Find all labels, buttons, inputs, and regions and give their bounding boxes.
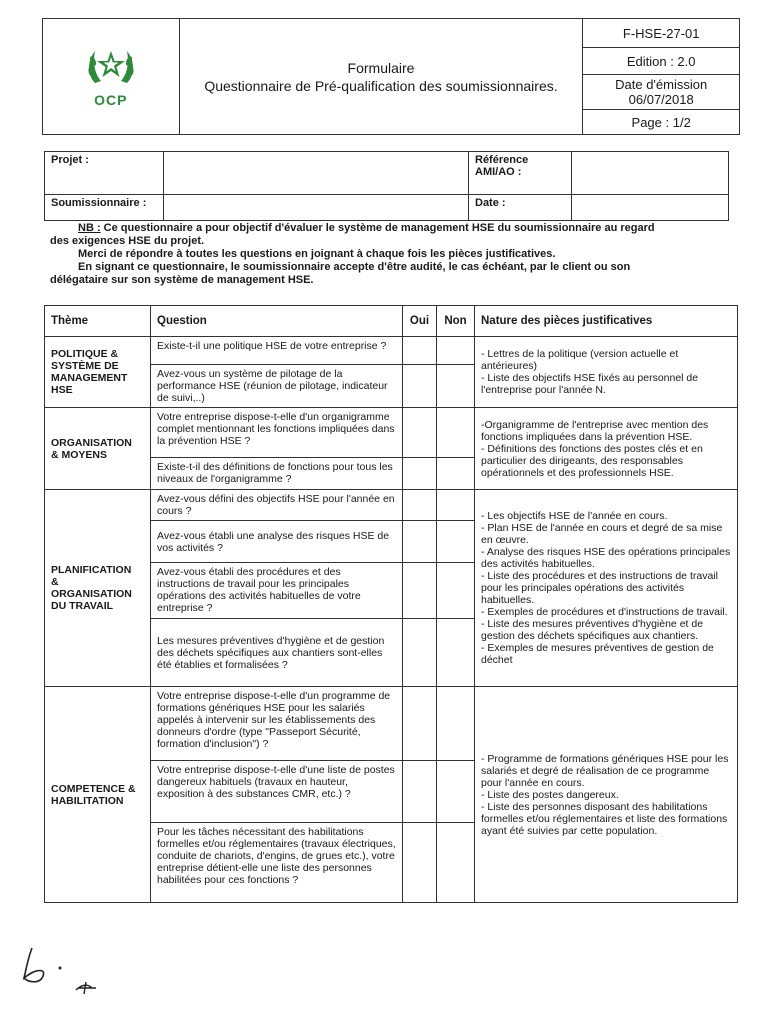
logo-cell xyxy=(43,19,180,135)
header-non: Non xyxy=(437,306,475,337)
non-checkbox[interactable] xyxy=(437,490,475,521)
oui-checkbox[interactable] xyxy=(403,521,437,563)
table-row xyxy=(45,687,738,761)
question-cell: Avez-vous établi des procédures et des instructions de travail pour les principales opérations des activités habituelles de votre entreprise ? xyxy=(151,563,403,619)
oui-checkbox[interactable] xyxy=(403,823,437,903)
piece-item: - Lettres de la politique (version actuelle et antérieures) xyxy=(481,348,679,372)
pieces-cell xyxy=(475,337,738,408)
form-title-cell xyxy=(179,19,583,135)
nb-line1: Ce questionnaire a pour objectif d'évaluer le système de management HSE du soumissionnaire au regard xyxy=(100,222,655,234)
question-cell: Existe-t-il des définitions de fonctions pour tous les niveaux de l'organigramme ? xyxy=(151,458,403,490)
non-checkbox[interactable] xyxy=(437,761,475,823)
theme-line: PLANIFICATION xyxy=(51,564,132,576)
question-cell: Avez-vous un système de pilotage de la performance HSE (réunion de pilotage, indicateur de suivi,..) xyxy=(151,365,403,408)
question-cell: Votre entreprise dispose-t-elle d'une liste de postes dangereux habituels (travaux en hauteur, exposition à des substances CMR, etc.) ? xyxy=(151,761,403,823)
doc-code: F-HSE-27-01 xyxy=(583,19,740,48)
non-checkbox[interactable] xyxy=(437,408,475,458)
date-field[interactable] xyxy=(572,194,729,220)
theme-line: SYSTÈME DE xyxy=(51,360,119,372)
question-cell: Avez-vous établi une analyse des risques HSE de vos activités ? xyxy=(151,521,403,563)
date-label: Date : xyxy=(469,194,572,220)
oui-checkbox[interactable] xyxy=(403,337,437,365)
question-cell: Votre entreprise dispose-t-elle d'un programme de formations génériques HSE pour les salariés appelés à intervenir sur les établissements des donneurs d'ordre (type "Passeport Sécurité, formation d'inclusion") ? xyxy=(151,687,403,761)
header-theme: Thème xyxy=(45,306,151,337)
question-cell: Les mesures préventives d'hygiène et de gestion des déchets spécifiques aux chantiers sont-elles été établies et formalisées ? xyxy=(151,619,403,687)
theme-line: & xyxy=(51,576,59,588)
oui-checkbox[interactable] xyxy=(403,365,437,408)
page-number: Page : 1/2 xyxy=(583,110,740,135)
reference-label-cell xyxy=(469,152,572,195)
signant-line2: délégataire sur son système de management HSE. xyxy=(50,274,314,286)
soumissionnaire-label: Soumissionnaire : xyxy=(45,194,164,220)
oui-checkbox[interactable] xyxy=(403,458,437,490)
header-question: Question xyxy=(151,306,403,337)
issue-date: 06/07/2018 xyxy=(628,92,694,107)
pieces-cell xyxy=(475,490,738,687)
handwritten-initials xyxy=(18,938,108,998)
oui-checkbox[interactable] xyxy=(403,490,437,521)
piece-item: - Liste des objectifs HSE fixés au personnel de l'entreprise pour l'année N. xyxy=(481,372,699,396)
questionnaire-table xyxy=(44,305,738,903)
non-checkbox[interactable] xyxy=(437,365,475,408)
ocp-star-emblem-icon xyxy=(85,45,137,87)
piece-item: - Exemples de procédures et d'instructions de travail. xyxy=(481,606,728,618)
pieces-cell xyxy=(475,687,738,903)
document-header xyxy=(42,18,740,135)
theme-politique xyxy=(45,337,151,408)
theme-competence xyxy=(45,687,151,903)
table-row xyxy=(45,408,738,458)
theme-line: ORGANISATION xyxy=(51,588,132,600)
non-checkbox[interactable] xyxy=(437,521,475,563)
non-checkbox[interactable] xyxy=(437,563,475,619)
soumissionnaire-field[interactable] xyxy=(164,194,469,220)
theme-line: & MOYENS xyxy=(51,448,108,461)
project-info-table xyxy=(44,151,729,221)
reference-label-1: Référence xyxy=(475,154,529,166)
oui-checkbox[interactable] xyxy=(403,619,437,687)
form-type: Formulaire xyxy=(347,59,415,76)
piece-item: - Les objectifs HSE de l'année en cours. xyxy=(481,510,668,522)
theme-line: HABILITATION xyxy=(51,794,124,807)
logo-text: OCP xyxy=(94,92,128,108)
piece-item: - Liste des personnes disposant des habilitations formelles et/ou réglementaires et liste des formations ayant été suivies par cette population. xyxy=(481,800,728,837)
theme-line: ORGANISATION xyxy=(51,436,132,449)
non-checkbox[interactable] xyxy=(437,823,475,903)
nb-label: NB : xyxy=(78,222,101,234)
piece-item: - Définitions des fonctions des postes clés et en particulier des dirigeants, des responsables opérationnels et des professionnels HSE. xyxy=(481,442,703,479)
reference-field[interactable] xyxy=(572,152,729,195)
piece-item: - Plan HSE de l'année en cours et degré de sa mise en œuvre. xyxy=(481,522,723,546)
issue-date-label: Date d'émission xyxy=(615,77,708,92)
table-row xyxy=(45,337,738,365)
ocp-logo xyxy=(43,45,179,108)
piece-item: - Analyse des risques HSE des opérations principales des activités habituelles. xyxy=(481,546,731,570)
issue-date-cell xyxy=(583,75,740,110)
form-title: Questionnaire de Pré-qualification des soumissionnaires. xyxy=(204,77,558,94)
theme-line: COMPETENCE & xyxy=(51,782,136,795)
theme-organisation xyxy=(45,408,151,490)
piece-item: - Liste des postes dangereux. xyxy=(481,788,619,801)
question-cell: Existe-t-il une politique HSE de votre entreprise ? xyxy=(151,337,403,365)
theme-planification xyxy=(45,490,151,687)
nb-line2: des exigences HSE du projet. xyxy=(50,235,205,247)
oui-checkbox[interactable] xyxy=(403,408,437,458)
header-pieces: Nature des pièces justificatives xyxy=(475,306,738,337)
signant-line1: En signant ce questionnaire, le soumissionnaire accepte d'être audité, le cas échéant, par le client ou son xyxy=(78,261,631,273)
question-cell: Votre entreprise dispose-t-elle d'un organigramme complet mentionnant les fonctions impliquées dans la prévention HSE ? xyxy=(151,408,403,458)
table-row xyxy=(45,490,738,521)
edition: Edition : 2.0 xyxy=(583,48,740,75)
oui-checkbox[interactable] xyxy=(403,761,437,823)
pieces-cell xyxy=(475,408,738,490)
non-checkbox[interactable] xyxy=(437,687,475,761)
header-oui: Oui xyxy=(403,306,437,337)
oui-checkbox[interactable] xyxy=(403,563,437,619)
non-checkbox[interactable] xyxy=(437,619,475,687)
theme-line: MANAGEMENT xyxy=(51,372,128,384)
oui-checkbox[interactable] xyxy=(403,687,437,761)
reference-label-2: AMI/AO : xyxy=(475,166,522,178)
question-cell: Pour les tâches nécessitant des habilitations formelles et/ou réglementaires (travaux électriques, conduite de chariots, d'engins, de grues etc.), votre entreprise détient-elle une liste des personnes habilitées pour ces fonctions ? xyxy=(151,823,403,903)
projet-field[interactable] xyxy=(164,152,469,195)
piece-item: - Exemples de mesures préventives de gestion de déchet xyxy=(481,642,714,666)
instructions-block xyxy=(50,222,730,287)
theme-line: POLITIQUE & xyxy=(51,348,119,360)
nb-paragraph xyxy=(50,222,730,235)
projet-label: Projet : xyxy=(45,152,164,195)
question-cell: Avez-vous défini des objectifs HSE pour l'année en cours ? xyxy=(151,490,403,521)
theme-line: HSE xyxy=(51,384,73,396)
theme-line: DU TRAVAIL xyxy=(51,600,114,612)
piece-item: -Organigramme de l'entreprise avec mention des fonctions impliquées dans la prévention HSE. xyxy=(481,418,709,443)
non-checkbox[interactable] xyxy=(437,458,475,490)
merci-line: Merci de répondre à toutes les questions en joignant à chaque fois les pièces justificatives. xyxy=(78,248,556,260)
piece-item: - Programme de formations génériques HSE pour les salariés et degré de réalisation de ce programme pour l'année en cours. xyxy=(481,752,729,789)
piece-item: - Liste des procédures et des instructions de travail pour les principales opérations des activités habituelles. xyxy=(481,570,718,606)
piece-item: - Liste des mesures préventives d'hygiène et de gestion des déchets spécifiques aux chantiers. xyxy=(481,618,704,642)
non-checkbox[interactable] xyxy=(437,337,475,365)
